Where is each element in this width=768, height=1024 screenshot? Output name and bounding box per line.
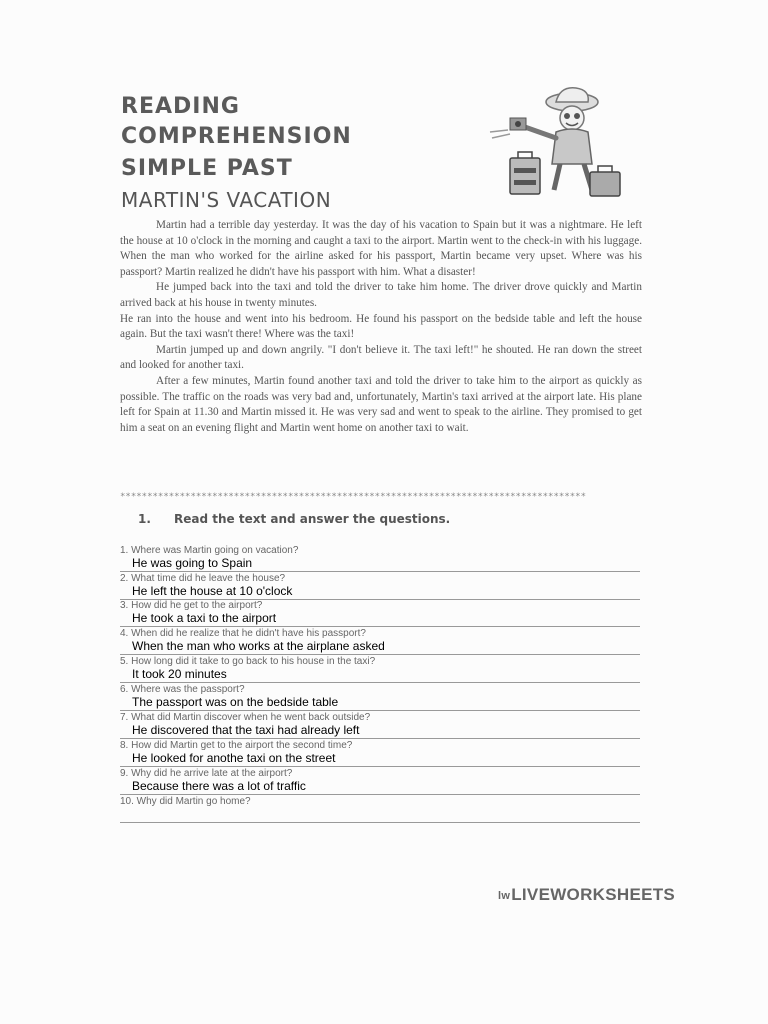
question-text: 10. Why did Martin go home? [120, 796, 251, 807]
brand-name: LIVEWORKSHEETS [511, 885, 676, 904]
answer-field[interactable]: He discovered that the taxi had already left [132, 723, 360, 737]
story-paragraph: Martin had a terrible day yesterday. It was the day of his vacation to Spain but it was a nightmare. He left the house at 10 o'clock in the morning and caught a taxi to the airport. Martin went to the check-in with his luggage. When the man who worked for the airline asked for his passport, Martin became very upset. Where was his passport? Martin realized he didn't have his passport with him. What a disaster! [120, 219, 642, 278]
dotted-divider: ************************************************************************************** [120, 492, 586, 502]
exercise-instruction-text: Read the text and answer the questions. [174, 512, 451, 526]
answer-field[interactable]: Because there was a lot of traffic [132, 779, 306, 793]
answer-field[interactable]: He was going to Spain [132, 556, 253, 570]
question-text: 1. Where was Martin going on vacation? [120, 545, 299, 556]
traveler-clipart-icon [480, 86, 625, 201]
question-text: 5. How long did it take to go back to his house in the taxi? [120, 656, 376, 667]
question-row [120, 628, 640, 655]
answer-line [120, 766, 640, 767]
question-text: 6. Where was the passport? [120, 684, 245, 695]
answer-line [120, 794, 640, 795]
story-paragraph: Martin jumped up and down angrily. "I don't believe it. The taxi left!" he shouted. He ran down the street and looked for another taxi. [120, 343, 642, 372]
question-row [120, 712, 640, 739]
answer-field[interactable]: He took a taxi to the airport [132, 611, 277, 625]
answer-line [120, 682, 640, 683]
answer-line [120, 738, 640, 739]
liveworksheets-brand [498, 885, 675, 905]
answer-field[interactable]: He left the house at 10 o'clock [132, 584, 293, 598]
question-text: 9. Why did he arrive late at the airport? [120, 768, 293, 779]
question-row [120, 684, 640, 711]
question-text: 2. What time did he leave the house? [120, 573, 286, 584]
subtitle-martins-vacation: MARTIN'S VACATION [121, 188, 332, 212]
title-comprehension: COMPREHENSION [121, 124, 352, 149]
question-text: 4. When did he realize that he didn't have his passport? [120, 628, 366, 639]
liveworksheets-logo-icon: lw [498, 890, 511, 902]
exercise-instruction [138, 512, 450, 526]
answer-field[interactable]: The passport was on the bedside table [132, 695, 339, 709]
answer-line [120, 571, 640, 572]
answer-field[interactable]: When the man who works at the airplane asked [132, 639, 385, 653]
title-simple-past: SIMPLE PAST [121, 156, 293, 181]
question-text: 3. How did he get to the airport? [120, 600, 263, 611]
question-row [120, 656, 640, 683]
answer-field[interactable]: He looked for anothe taxi on the street [132, 751, 336, 765]
answer-field[interactable] [120, 808, 640, 821]
title-reading: READING [121, 94, 240, 119]
story-paragraph: After a few minutes, Martin found another taxi and told the driver to take him to the airport as quickly as possible. The traffic on the roads was very bad and, unfortunately, Martin's taxi arrived at the airport late. His plane left for Spain at 11.30 and Martin missed it. He was very sad and went to speak to the airline. They promised to get him a seat on an evening flight and Martin went home on another taxi to wait. [120, 374, 642, 434]
question-row [120, 768, 640, 795]
exercise-number: 1. [138, 512, 151, 526]
story-text [120, 218, 642, 436]
answer-line [120, 710, 640, 711]
question-text: 8. How did Martin get to the airport the second time? [120, 740, 353, 751]
question-row [120, 796, 640, 823]
question-row [120, 573, 640, 600]
question-row [120, 545, 640, 572]
question-row [120, 740, 640, 767]
answer-field[interactable]: It took 20 minutes [132, 667, 227, 681]
answer-line [120, 626, 640, 627]
answer-line [120, 654, 640, 655]
question-row [120, 600, 640, 627]
story-paragraph: He jumped back into the taxi and told the driver to take him home. The driver drove quickly and Martin arrived back at his house in twenty minutes. [120, 281, 642, 309]
question-text: 7. What did Martin discover when he went back outside? [120, 712, 371, 723]
story-paragraph: He ran into the house and went into his bedroom. He found his passport on the bedside table and left the house again. But the taxi wasn't there! Where was the taxi! [120, 312, 642, 341]
answer-line [120, 822, 640, 823]
